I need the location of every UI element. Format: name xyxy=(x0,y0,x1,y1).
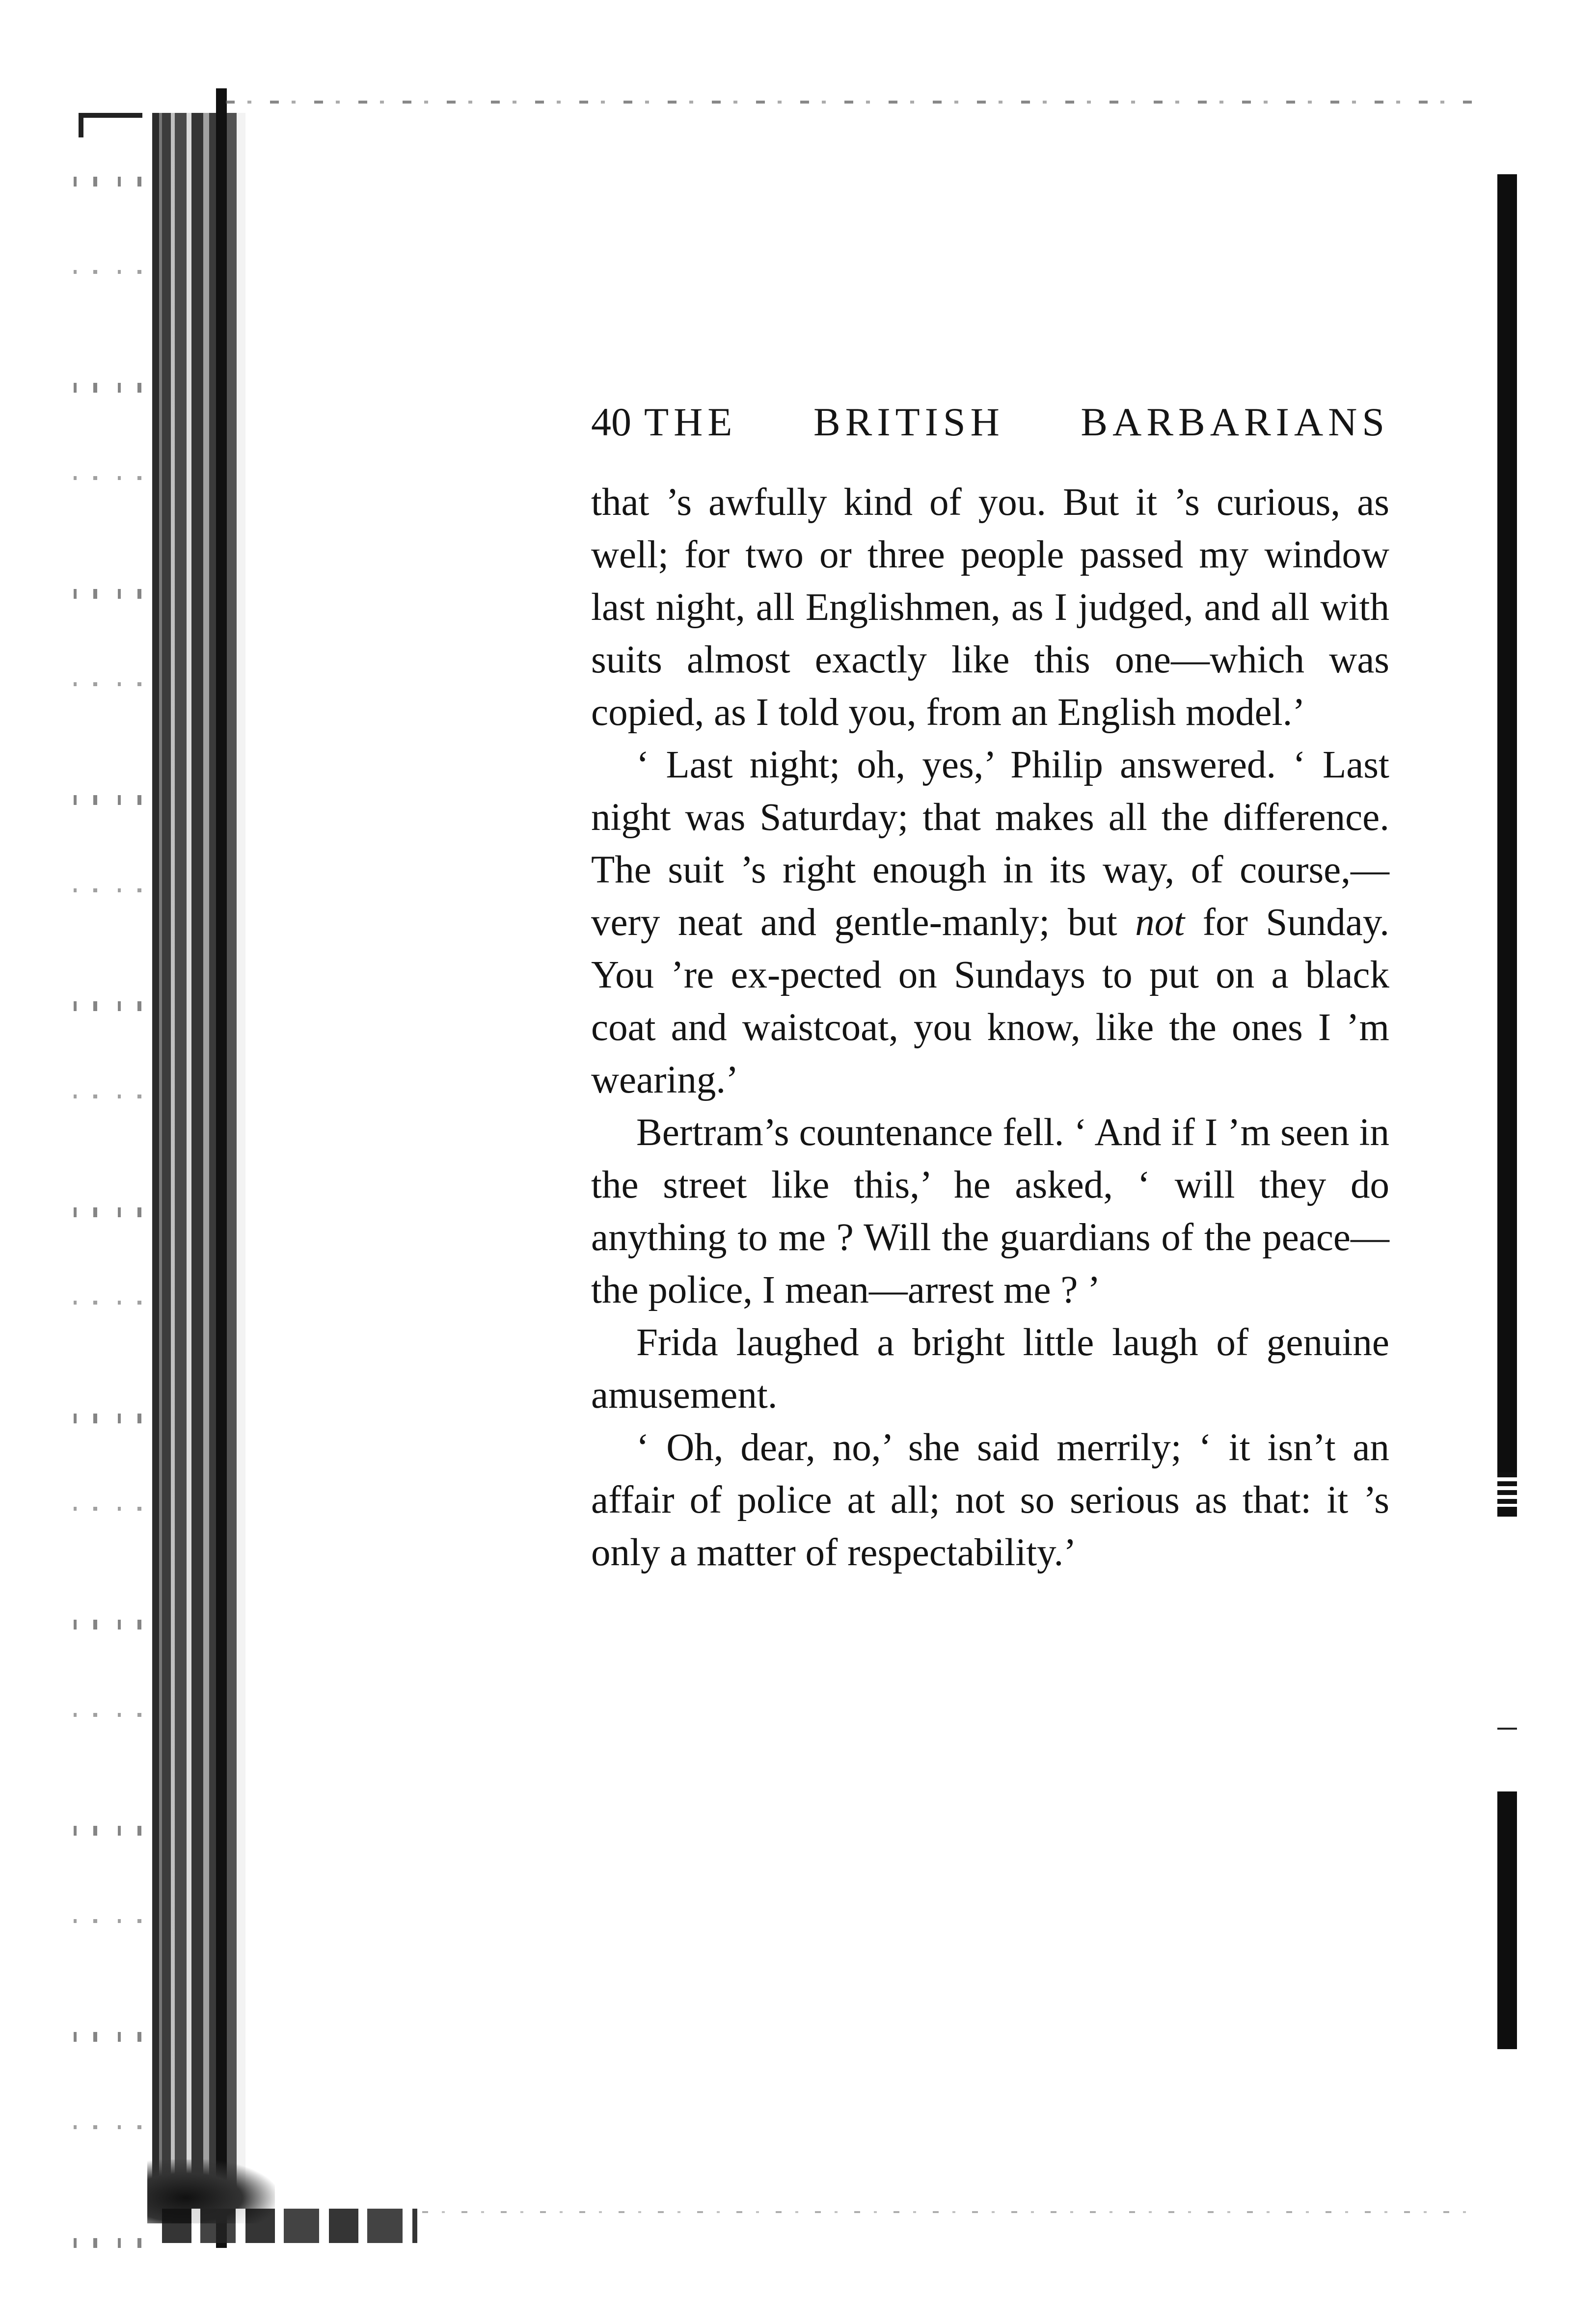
paragraph-text: for Sunday. You ’re ex-pected on Sundays to put on a black coat and waistcoat, you know, like the ones I ’m wearing.’ xyxy=(591,901,1389,1101)
scan-noise-top xyxy=(226,101,1483,104)
body-text xyxy=(591,476,1389,1579)
scan-noise-bottom xyxy=(162,2209,417,2243)
page-edge-right-break xyxy=(1497,1472,1517,1507)
paragraph xyxy=(591,739,1389,1106)
book-gutter-shadow xyxy=(152,113,245,2209)
page-edge-right-dash xyxy=(1497,1728,1517,1730)
scan-noise-left xyxy=(74,118,142,2277)
page-edge-right-gap xyxy=(1497,1517,1517,1791)
italic-text: not xyxy=(1135,901,1185,944)
page-edge-left xyxy=(216,88,227,2248)
paragraph-text: ‘ Last night; oh, yes,’ Philip answered. ‘ Last night was Saturday; that makes all the difference. The suit ’s right enough in its way, of course,—very neat and gentle-manly; but xyxy=(591,744,1389,944)
paragraph-text: Bertram’s countenance fell. ‘ And if I ’m seen in the street like this,’ he asked, ‘ will they do anything to me ? Will the guardians of the peace—the police, I mean—arrest me ? ’ xyxy=(591,1111,1389,1311)
scan-corner-mark xyxy=(79,113,142,137)
paragraph-text: ‘ Oh, dear, no,’ she said merrily; ‘ it isn’t an affair of police at all; not so serious as that: it ’s only a matter of respectability.’ xyxy=(591,1426,1389,1574)
paragraph xyxy=(591,1421,1389,1579)
paragraph-text: that ’s awfully kind of you. But it ’s curious, as well; for two or three people passed my window last night, all Englishmen, as I judged, and all with suits almost exactly like this one—which was copied, as I told you, from an English model.’ xyxy=(591,481,1389,734)
paragraph-text: Frida laughed a bright little laugh of genuine amusement. xyxy=(591,1321,1389,1416)
paragraph xyxy=(591,1316,1389,1421)
paragraph xyxy=(591,476,1389,739)
paragraph xyxy=(591,1106,1389,1316)
running-head xyxy=(591,398,1389,447)
running-head-title: THE BRITISH BARBARIANS xyxy=(644,400,1389,444)
scan-noise-bottom-line xyxy=(422,2211,1483,2213)
page-text-block xyxy=(591,398,1389,1579)
page-number: 40 xyxy=(591,400,631,444)
